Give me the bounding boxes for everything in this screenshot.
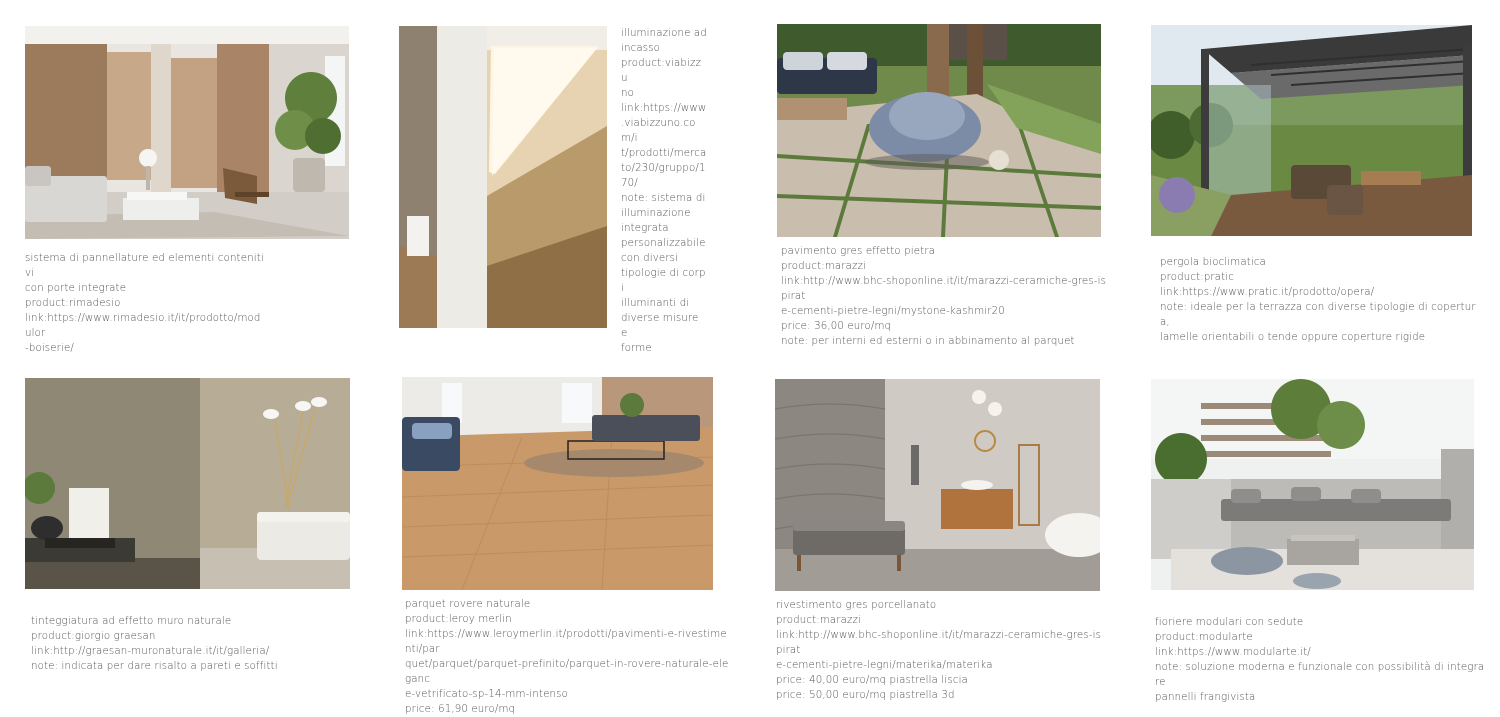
card-caption: pavimento gres effetto pietra product:marazzi link:http://www.bhc-shoponline.it/it/marazzi-ceramiche-gres-ispirat e-cementi-pietre-legni/mystone-kashmir20 price: 36,00 euro/mq note: per interni ed esterni o in abbinamento al parquet <box>781 246 1107 347</box>
card-caption: illuminazione ad incasso product:viabizzu no link:https://www .viabizzuno.com/i t/prodotti/merca to/230/gruppo/1 70/ note: sistema di illuminazione integrata personalizzabile con diversi tipologie di corpi illuminanti di diverse misure e forme <box>621 28 707 354</box>
card-caption: fioriere modulari con sedute product:modularte link:https://www.modularte.it/ note: soluzione moderna e funzionale con possibilità di integrare pannelli frangivista <box>1155 617 1485 703</box>
card-caption: sistema di pannellature ed elementi contenitivi con porte integrate product:rimadesio link:https://www.rimadesio.it/it/prodotto/modulor -boiserie/ <box>25 253 264 354</box>
pergola-photo <box>1151 25 1472 236</box>
recessed-lighting-photo <box>399 26 607 328</box>
card-caption: rivestimento gres porcellanato product:marazzi link:http://www.bhc-shoponline.it/it/marazzi-ceramiche-gres-ispirat e-cementi-pietre-legni/materika/materika price: 40,00 euro/mq piastrella liscia price: 50,00 euro/mq piastrella 3d <box>776 600 1102 701</box>
card-caption: pergola bioclimatica product:pratic link:https://www.pratic.it/prodotto/opera/ note: ideale per la terrazza con diverse tipologie di copertura, lamelle orientabili o tende oppure coperture rigide <box>1160 257 1476 343</box>
living-room-photo <box>25 26 349 239</box>
wall-finish-photo <box>25 378 350 589</box>
card-caption: parquet rovere naturale product:leroy merlin link:https://www.leroymerlin.it/prodotti/pavimenti-e-rivestimenti/par quet/parquet/parquet-prefinito/parquet-in-rovere-naturale-eleganc e-vetrificato-sp-14-mm-intenso price: 61,90 euro/mq <box>405 599 729 715</box>
parquet-photo <box>402 377 713 590</box>
stone-floor-photo <box>777 24 1101 237</box>
bathroom-tile-photo <box>775 379 1100 591</box>
planter-seating-photo <box>1151 379 1474 590</box>
card-caption: tinteggiatura ad effetto muro naturale product:giorgio graesan link:http://graesan-muronaturale.it/it/galleria/ note: indicata per dare risalto a pareti e soffitti <box>31 616 278 672</box>
